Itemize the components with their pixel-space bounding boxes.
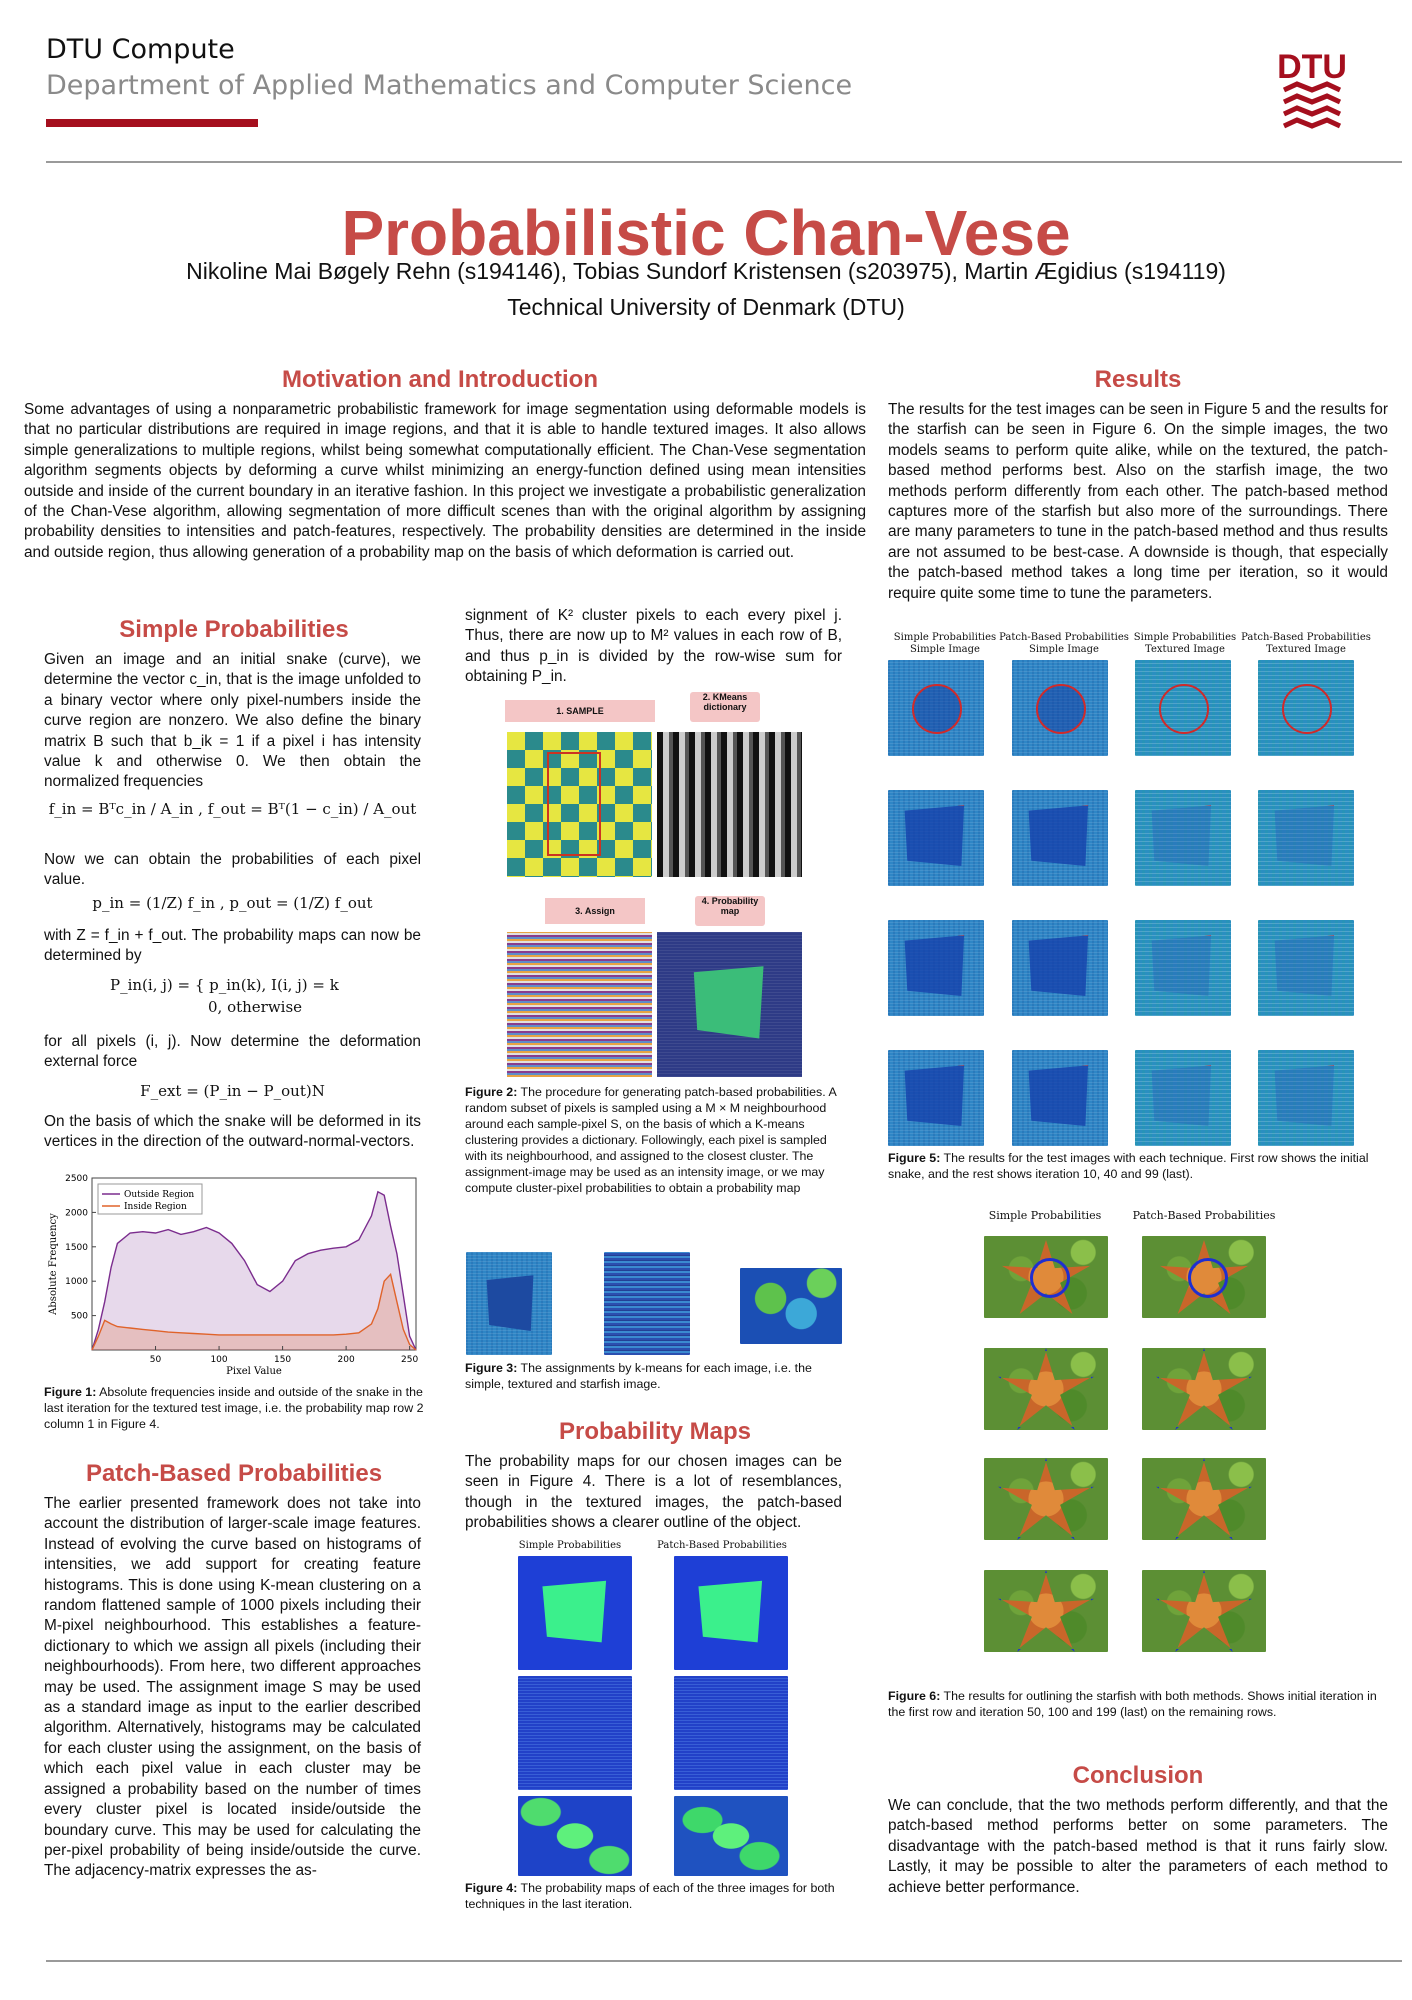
fig5-col3-line1: Simple Probabilities [1133, 632, 1237, 643]
fig5-col1-line1: Simple Probabilities [893, 632, 997, 643]
x-tick-label-1: 100 [210, 1355, 228, 1365]
fig5-cell-r1-c1 [1012, 790, 1108, 886]
conclusion-heading: Conclusion [1072, 1762, 1204, 1789]
snake-region [1149, 1064, 1215, 1130]
dictionary-image [657, 732, 802, 877]
fig5-cell-r2-c3 [1258, 920, 1354, 1016]
figure4-caption [465, 1880, 845, 1912]
figure3-caption-label: Figure 3: [465, 1361, 518, 1375]
x-tick-label-0: 50 [149, 1355, 162, 1365]
figure6-caption [888, 1688, 1388, 1720]
conclusion-body: We can conclude, that the two methods perform differently, and that the patch-based method performs better on some parameters. The disadvantage with the patch-based method is that it runs fairly slow. Lastly, it may be possible to alter the parameters of each method to achieve better performance. [888, 1797, 1388, 1896]
patch-body: The earlier presented framework does not take into account the distribution of larger-scale image features. Instead of evolving the curve based on histograms of intensities, we add support for creating feature histograms. This is done using K-mean clustering on a random flattened sample of 1000 pixels including their M-pixel neighbourhood. This establishes a feature-dictionary to which we assign all pixels (including their neighbourhoods). From here, two different approaches may be used. The assignment image S may be used as a standard image as input to the earlier described algorithm. Alternatively, histograms may be calculated for each cluster using the assignment, on the basis of which each pixel value in each cluster may be assigned a probability based on the number of times every cluster pixel is located inside/outside the boundary curve. This may be used for calculating the per-pixel probability of being inside/outside the curve. The adjacency-matrix expresses the as- [44, 1495, 421, 1880]
header-accent-bar [46, 119, 258, 127]
x-tick-label-3: 200 [337, 1355, 355, 1365]
fig4-simple-textured [518, 1676, 632, 1790]
footer-rule [46, 1960, 1402, 1962]
simple-eq3a: P_in(i, j) = { p_in(k), I(i, j) = k [110, 976, 339, 994]
step-assign-label: 3. Assign [545, 898, 645, 924]
fig6-cell-r0-c0 [984, 1236, 1108, 1318]
fig4-patch-textured-object [696, 1700, 768, 1768]
x-axis-label: Pixel Value [226, 1366, 282, 1377]
simple-p1: Given an image and an initial snake (curve), we determine the vector c_in, that is the image unfolded to a binary vector where only pixel-numbers inside the curve region are nonzero. We also define the binary matrix B such that b_ik = 1 if a pixel i has intensity value k and otherwise 0. We then obtain the normalized frequencies [44, 651, 421, 791]
fig5-col2-line2: Simple Image [1029, 644, 1099, 655]
simple-eq1: f_in = Bᵀc_in / A_in , f_out = Bᵀ(1 − c_in) / A_out [48, 800, 417, 818]
snake-region [902, 804, 968, 870]
figure3-simple-object [484, 1274, 536, 1334]
figure3-textured-assignment [604, 1252, 690, 1355]
fig5-cell-r1-c0 [888, 790, 984, 886]
y-tick-label-4: 2500 [65, 1174, 88, 1184]
x-tick-label-4: 250 [401, 1355, 419, 1365]
fig5-cell-r0-c0 [888, 660, 984, 756]
authors: Nikoline Mai Bøgely Rehn (s194146), Tobias Sundorf Kristensen (s203975), Martin Ægidius (s194119) [186, 258, 1226, 284]
fig5-cell-r2-c1 [1012, 920, 1108, 1016]
fig5-cell-r3-c1 [1012, 1050, 1108, 1146]
snake-region [1272, 804, 1338, 870]
fig5-cell-r1-c2 [1135, 790, 1231, 886]
y-tick-label-1: 1000 [65, 1277, 88, 1288]
fig5-col2 [994, 632, 1134, 656]
fig4-patch-simple [674, 1556, 788, 1670]
figure1-caption [44, 1384, 424, 1432]
fig5-col2-line1: Patch-Based Probabilities [999, 632, 1129, 643]
y-tick-label-3: 2000 [65, 1208, 88, 1219]
results-heading: Results [1094, 366, 1182, 393]
sample-neighbourhood-box [547, 752, 601, 856]
probability-map-image [657, 932, 802, 1077]
y-axis-label: Absolute Frequency [48, 1213, 59, 1315]
simple-eq3b: 0, otherwise [208, 998, 303, 1016]
y-tick-label-0: 500 [70, 1311, 88, 1322]
results-body: The results for the test images can be seen in Figure 5 and the results for the starfish can be seen in Figure 6. On the simple images, the two models seams to perform quite alike, while on the textured, the patch-based method performs best. Also on the starfish image, the two methods perform differently from each other. The patch-based method captures more of the starfish but also more of the surroundings. There are many parameters to tune in the patch-based method and thus results are not assumed to be best-case. A downside is though, that especially the patch-based method takes a long time per iteration, so it would require quite some time to tune the parameters. [888, 401, 1388, 602]
header-department: Department of Applied Mathematics and Computer Science [46, 70, 853, 101]
figure3-caption [465, 1360, 845, 1392]
simple-p3: with Z = f_in + f_out. The probability maps can now be determined by [44, 927, 421, 965]
initial-snake-circle [1282, 684, 1332, 734]
snake-region [1149, 934, 1215, 1000]
figure5-caption [888, 1150, 1388, 1182]
fig5-col3 [1120, 632, 1250, 656]
fig6-cell-r3-c0 [984, 1570, 1108, 1652]
simple-p4: for all pixels (i, j). Now determine the deformation external force [44, 1033, 421, 1071]
simple-eq4: F_ext = (P_in − P_out)N [140, 1082, 325, 1100]
figure2-caption-label: Figure 2: [465, 1085, 518, 1099]
simple-p5: On the basis of which the snake will be deformed in its vertices in the direction of the outward-normal-vectors. [44, 1113, 421, 1151]
snake-region [902, 934, 968, 1000]
snake-region [1026, 804, 1092, 870]
snake-region [1272, 1064, 1338, 1130]
step-probability-label: 4. Probability map [695, 896, 765, 926]
snake-region [902, 1064, 968, 1130]
fig6-cell-r0-c1 [1142, 1236, 1266, 1318]
fig5-cell-r2-c2 [1135, 920, 1231, 1016]
figure2-diagram [505, 692, 805, 1080]
fig4-patch-simple-object [694, 1578, 768, 1648]
figure6-caption-label: Figure 6: [888, 1689, 941, 1703]
fig5-col1 [880, 632, 1010, 656]
fig6-col-simple: Simple Probabilities [988, 1209, 1102, 1222]
snake-outline [1156, 1570, 1252, 1652]
simple-p2: Now we can obtain the probabilities of each pixel value. [44, 851, 421, 889]
y-tick-label-2: 1500 [65, 1242, 88, 1253]
fig5-col3-line2: Textured Image [1145, 644, 1225, 655]
figure5-caption-text: The results for the test images with each technique. First row shows the initial snake, and the rest shows iteration 10, 40 and 99 (last). [888, 1151, 1369, 1181]
fig6-cell-r2-c1 [1142, 1458, 1266, 1540]
fig4-col-patch: Patch-Based Probabilities [657, 1540, 787, 1551]
simple-eq2: p_in = (1/Z) f_in , p_out = (1/Z) f_out [92, 894, 373, 912]
motivation-heading: Motivation and Introduction [282, 366, 598, 393]
fig5-cell-r0-c1 [1012, 660, 1108, 756]
step-kmeans-label: 2. KMeans dictionary [690, 692, 760, 722]
legend-label-0: Outside Region [124, 1190, 195, 1200]
figure3-starfish-assignment [740, 1268, 842, 1344]
fig5-cell-r3-c3 [1258, 1050, 1354, 1146]
header-unit: DTU Compute [46, 34, 235, 65]
fig4-simple-simple [518, 1556, 632, 1670]
fig5-cell-r1-c3 [1258, 790, 1354, 886]
fig5-cell-r0-c3 [1258, 660, 1354, 756]
figure1-caption-text: Absolute frequencies inside and outside of the snake in the last iteration for the textured test image, i.e. the probability map row 2 column 1 in Figure 4. [44, 1385, 424, 1431]
fig6-cell-r3-c1 [1142, 1570, 1266, 1652]
figure3-caption-text: The assignments by k-means for each image, i.e. the simple, textured and starfish image. [465, 1361, 812, 1391]
snake-outline [1156, 1348, 1252, 1430]
fig6-cell-r1-c1 [1142, 1348, 1266, 1430]
initial-snake-circle [1159, 684, 1209, 734]
fig5-cell-r0-c2 [1135, 660, 1231, 756]
figure4-caption-text: The probability maps of each of the three images for both techniques in the last iteration. [465, 1881, 835, 1911]
dtu-logo-text: DTU [1277, 48, 1347, 86]
initial-snake-circle [912, 684, 962, 734]
dtu-logo [1277, 44, 1347, 132]
fig5-col1-line2: Simple Image [910, 644, 980, 655]
fig4-patch-starfish [674, 1796, 788, 1876]
sample-grid-image [507, 732, 652, 877]
figure1-caption-label: Figure 1: [44, 1385, 97, 1399]
fig5-col4 [1236, 632, 1376, 656]
step-sample-label: 1. SAMPLE [505, 700, 655, 722]
probability-map-object [687, 962, 772, 1047]
fig5-cell-r3-c2 [1135, 1050, 1231, 1146]
figure5-caption-label: Figure 5: [888, 1151, 941, 1165]
snake-outline [998, 1570, 1094, 1652]
figure2-caption-text: The procedure for generating patch-based probabilities. A random subset of pixels is sampled using a M × M neighbourhood around each sample-pixel S, on the basis of which a K-means clustering provides a dictionary. Followingly, each pixel is sampled with its neighbourhood, and assigned to the closest cluster. The assignment-image may be used as an intensity image, or we may compute cluster-pixel probabilities to obtain a probability map [465, 1085, 837, 1195]
snake-region [1149, 804, 1215, 870]
figure6-caption-text: The results for outlining the starfish with both methods. Shows initial iteration in the first row and iteration 50, 100 and 199 (last) on the remaining rows. [888, 1689, 1377, 1719]
fig4-patch-textured [674, 1676, 788, 1790]
figure2-caption [465, 1084, 845, 1196]
figure3-simple-assignment [466, 1252, 552, 1355]
fig5-col4-line1: Patch-Based Probabilities [1241, 632, 1371, 643]
patch-heading: Patch-Based Probabilities [85, 1460, 383, 1487]
fig6-col-patch: Patch-Based Probabilities [1132, 1209, 1276, 1222]
snake-region [1026, 1064, 1092, 1130]
fig4-simple-starfish [518, 1796, 632, 1876]
patch-continued: signment of K² cluster pixels to each every pixel j. Thus, there are now up to M² values in each row of B, and thus p_in is divided by the row-wise sum for obtaining P_in. [465, 607, 842, 686]
assignment-image [507, 932, 652, 1077]
fig5-cell-r2-c0 [888, 920, 984, 1016]
poster-title: Probabilistic Chan-Vese [341, 197, 1071, 269]
snake-region [1026, 934, 1092, 1000]
affiliation: Technical University of Denmark (DTU) [507, 294, 905, 320]
snake-outline [998, 1458, 1094, 1540]
fig5-cell-r3-c0 [888, 1050, 984, 1146]
probmaps-heading: Probability Maps [558, 1418, 752, 1445]
probmaps-body: The probability maps for our chosen images can be seen in Figure 4. There is a lot of resemblances, though in the textured images, the patch-based probabilities shows a clearer outline of the object. [465, 1453, 842, 1532]
motivation-body: Some advantages of using a nonparametric probabilistic framework for image segmentation using deformable models is that no particular distributions are required in image regions, and that it is able to handle textured images. It also allows simple generalizations to multiple regions, whilst being somewhat computationally efficient. The Chan-Vese segmentation algorithm segments objects by deforming a curve whilst minimizing an energy-function defined using mean intensities outside and inside of the current boundary in an iterative fashion. In this project we investigate a probabilistic generalization of the Chan-Vese algorithm, allowing segmentation of more difficult scenes than with the original algorithm by assigning probability densities to intensities and patch-features, respectively. The probability densities are determined in the inside and outside region, thus allowing generation of a probability map on the basis of which deformation is carried out. [24, 401, 866, 561]
snake-outline [1156, 1458, 1252, 1540]
snake-region [1272, 934, 1338, 1000]
fig6-cell-r2-c0 [984, 1458, 1108, 1540]
figure1-chart [44, 1172, 424, 1382]
fig5-col4-line2: Textured Image [1266, 644, 1346, 655]
initial-snake-circle [1188, 1258, 1228, 1298]
header-rule [46, 161, 1402, 163]
x-tick-label-2: 150 [273, 1355, 292, 1365]
initial-snake-circle [1036, 684, 1086, 734]
figure4-caption-label: Figure 4: [465, 1881, 518, 1895]
fig4-col-simple: Simple Probabilities [518, 1540, 622, 1551]
simple-heading: Simple Probabilities [119, 616, 349, 643]
snake-outline [998, 1348, 1094, 1430]
initial-snake-circle [1030, 1258, 1070, 1298]
legend-label-1: Inside Region [124, 1202, 187, 1212]
fig4-simple-simple-object [538, 1578, 612, 1648]
fig6-cell-r1-c0 [984, 1348, 1108, 1430]
